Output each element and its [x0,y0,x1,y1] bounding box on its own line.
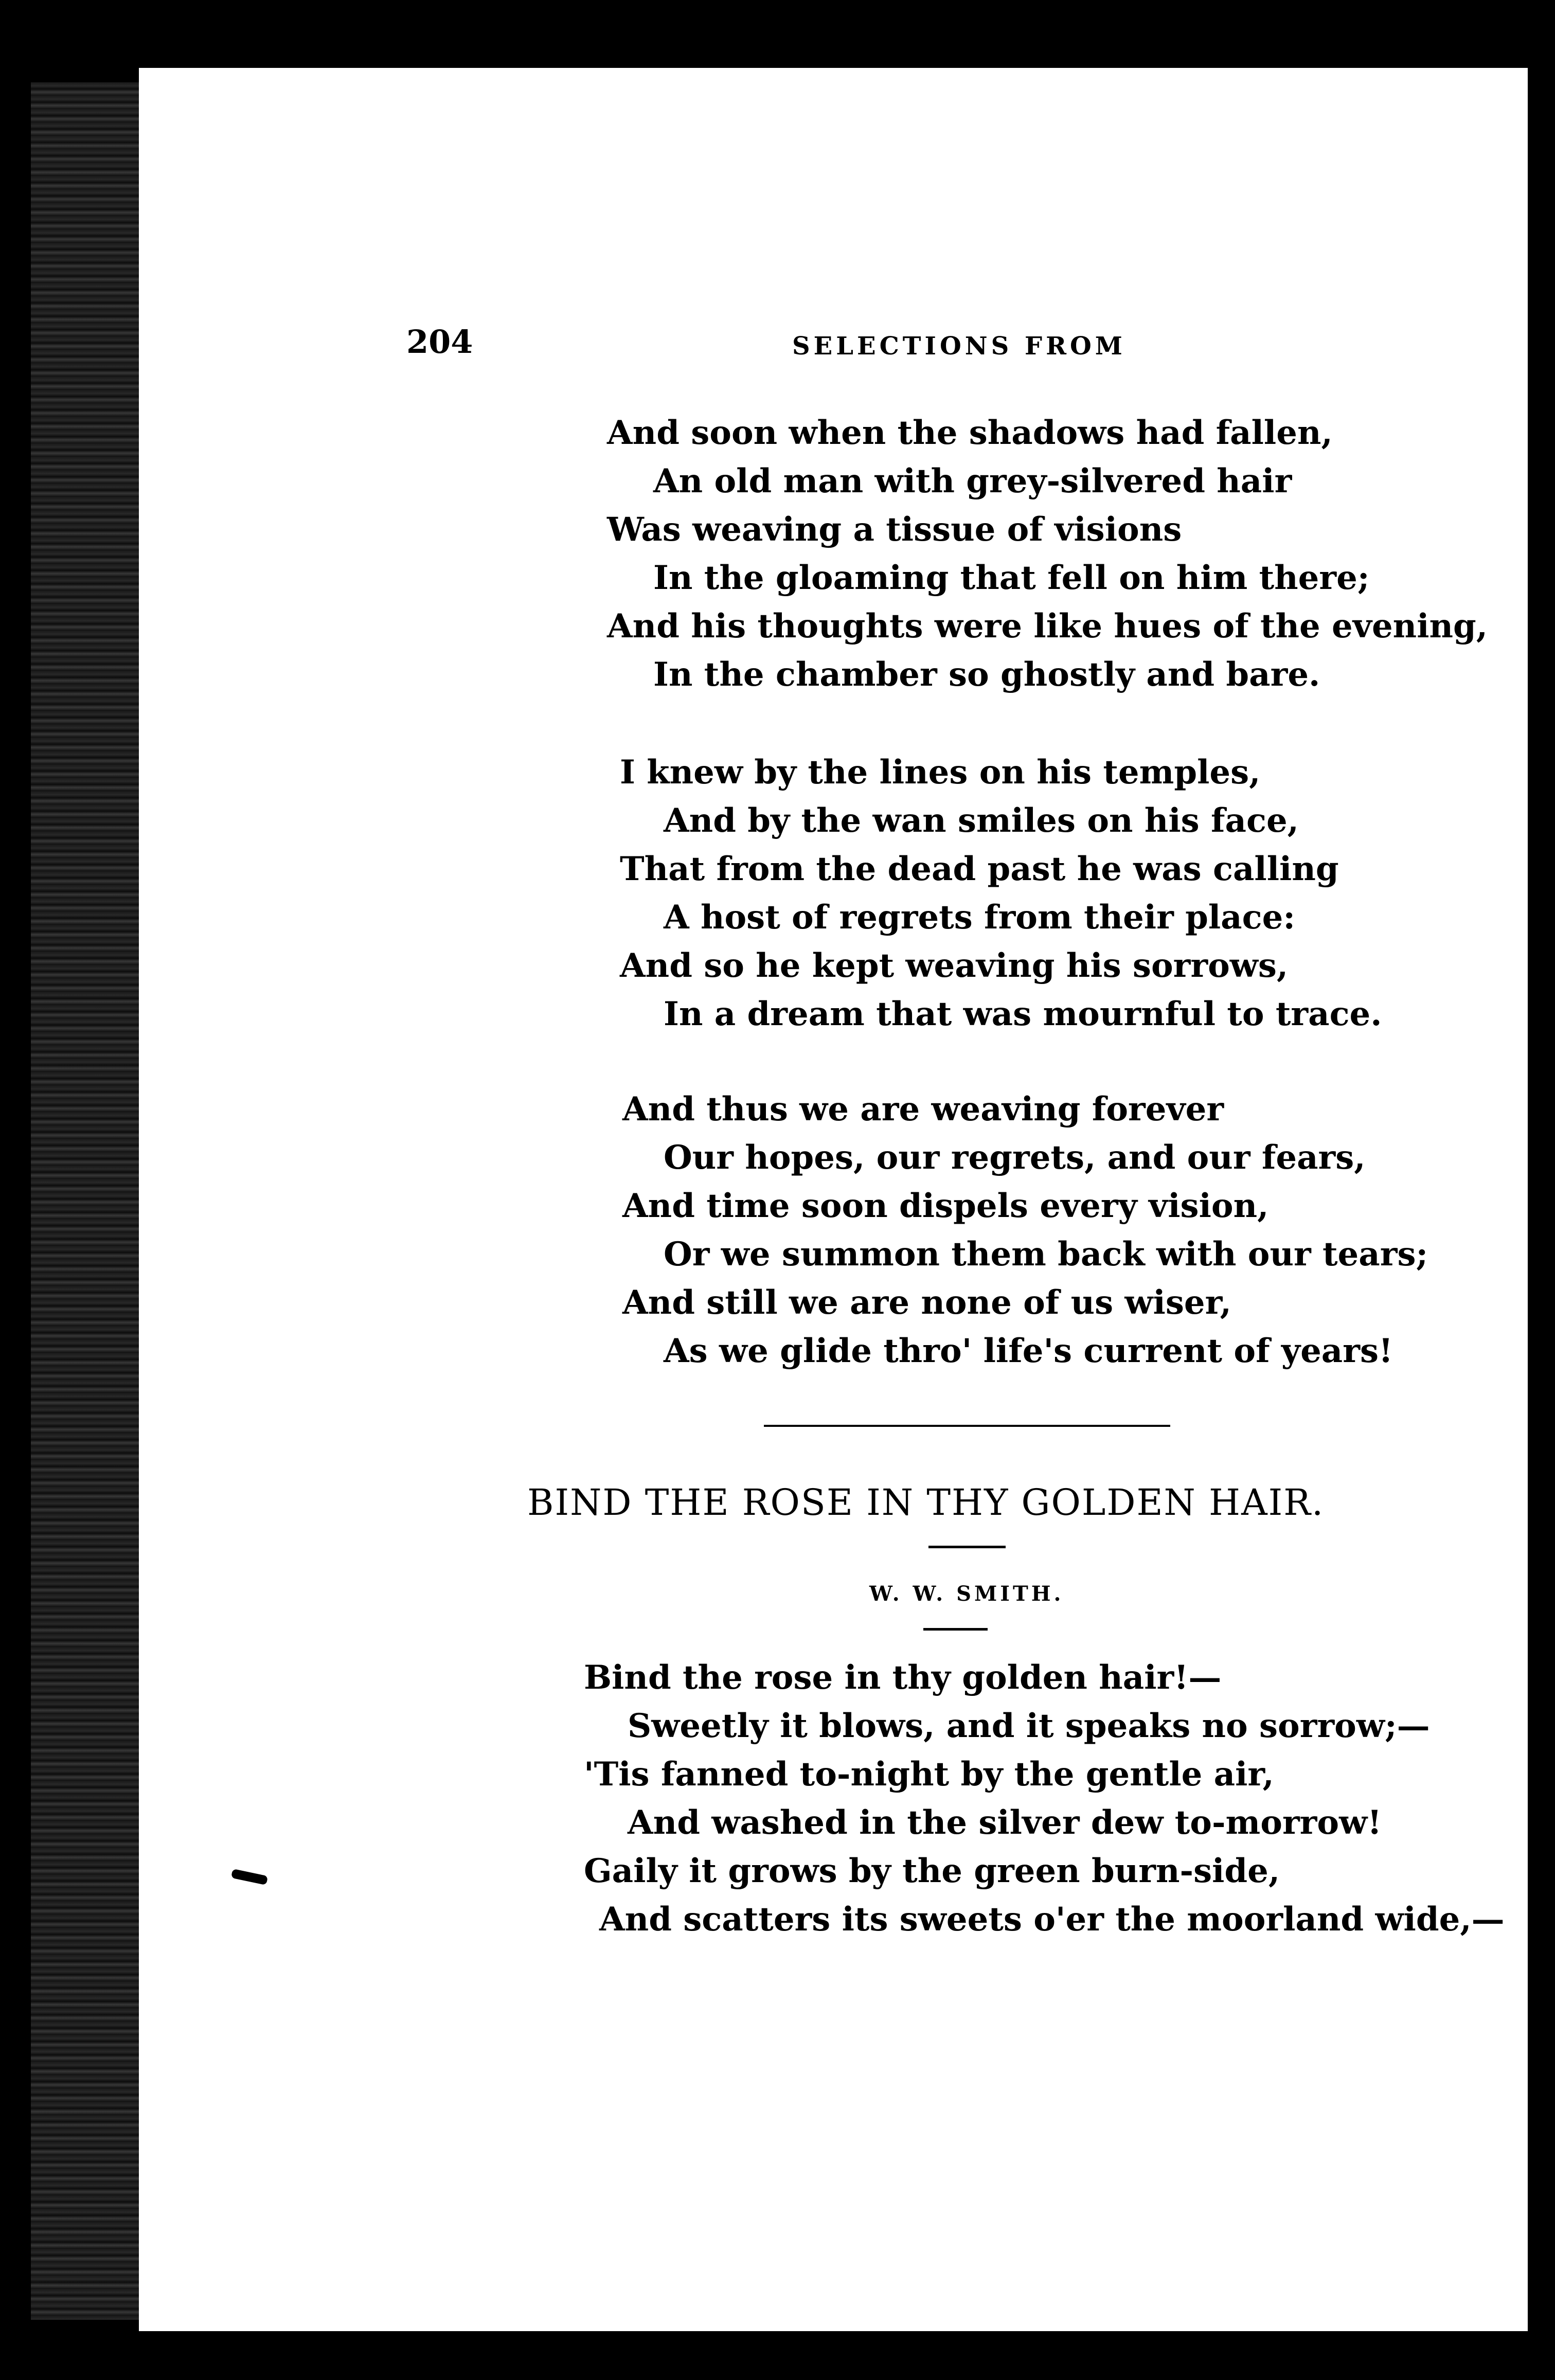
page-number: 204 [406,323,473,361]
verse-line: As we glide thro' life's current of years! [664,1332,1393,1370]
verse-line: And scatters its sweets o'er the moorland wide,— [599,1900,1505,1939]
verse-line: Sweetly it blows, and it speaks no sorrow;— [628,1707,1430,1745]
verse-line: In a dream that was mournful to trace. [664,995,1382,1033]
verse-line: And still we are none of us wiser, [622,1283,1231,1322]
author-rule [923,1628,988,1631]
verse-line: In the gloaming that fell on him there; [653,559,1370,597]
poem-2-body [584,1654,1505,1944]
title-rule [928,1546,1006,1548]
verse-line: Our hopes, our regrets, and our fears, [664,1138,1366,1177]
verse-line: Or we summon them back with our tears; [664,1235,1428,1274]
verse-line: And washed in the silver dew to-morrow! [628,1803,1382,1842]
stanza-1 [607,409,1488,699]
stanza-3 [622,1085,1428,1375]
verse-line: Bind the rose in thy golden hair!— [584,1658,1222,1697]
verse-line: In the chamber so ghostly and bare. [653,655,1320,694]
verse-line: Was weaving a tissue of visions [607,510,1182,549]
verse-line: Gaily it grows by the green burn-side, [584,1852,1280,1890]
verse-line: And so he kept weaving his sorrows, [620,946,1289,985]
poem-title: BIND THE ROSE IN THY GOLDEN HAIR. [527,1481,1325,1524]
verse-line: And thus we are weaving forever [622,1090,1224,1129]
verse-line: And his thoughts were like hues of the evening, [607,607,1488,646]
verse-line: And by the wan smiles on his face, [664,801,1299,840]
verse-line: A host of regrets from their place: [664,898,1295,937]
section-divider [764,1425,1170,1427]
running-head: SELECTIONS FROM [792,332,1126,361]
verse-line: I knew by the lines on his temples, [620,753,1261,792]
verse-line: An old man with grey-silvered hair [653,462,1292,500]
poem-author: W. W. SMITH. [869,1582,1064,1606]
verse-line: And soon when the shadows had fallen, [607,414,1333,452]
stanza-2 [620,748,1382,1039]
verse-line: That from the dead past he was calling [620,850,1339,888]
verse-line: And time soon dispels every vision, [622,1187,1269,1225]
verse-line: 'Tis fanned to-night by the gentle air, [584,1755,1274,1794]
